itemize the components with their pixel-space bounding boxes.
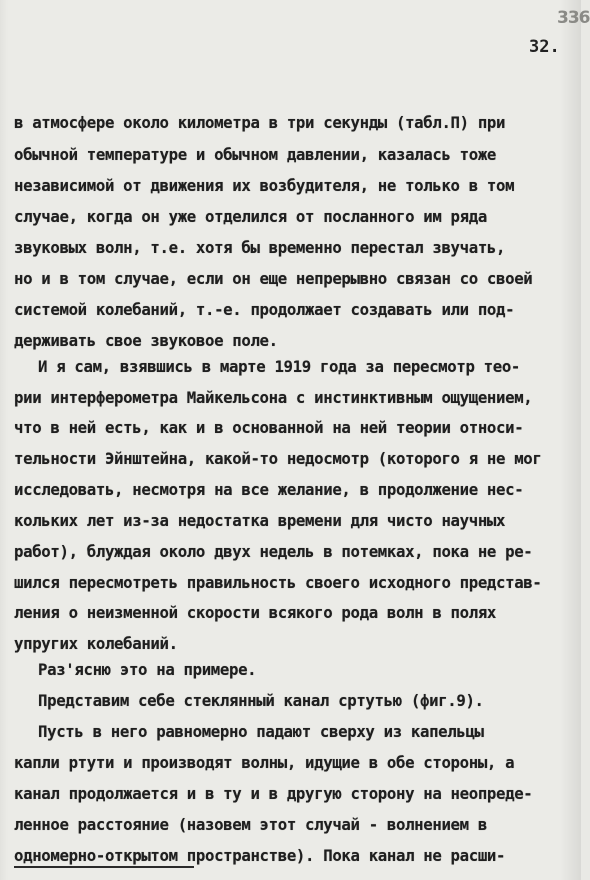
text-line: ленное расстояние (назовем этот случай - волнением в — [14, 815, 487, 834]
text-line: Пусть в него равномерно падают сверху из капельцы — [38, 722, 484, 741]
text-line: шился пересмотреть правильность своего исходного представ- — [14, 573, 542, 592]
text-line: обычной температуре и обычном давлении, казалась тоже — [14, 145, 497, 164]
page-number: 32. — [529, 37, 560, 57]
text-line: канал продолжается и в ту и в другую сторону на неопреде- — [14, 784, 533, 803]
text-line: Представим себе стеклянный канал сртутью (фиг.9). — [38, 691, 484, 710]
text-line: звуковых волн, т.е. хотя бы временно перестал звучать, — [14, 238, 506, 257]
text-line: что в ней есть, как и в основанной на ней теории относи- — [14, 418, 524, 437]
underline-mark — [14, 866, 194, 868]
text-line: кольких лет из-за недостатка времени для чисто научных — [14, 511, 506, 530]
text-line: тельности Эйнштейна, какой-то недосмотр (которого я не мог — [14, 449, 542, 468]
text-line: случае, когда он уже отделился от посланного им ряда — [14, 207, 487, 226]
text-line: капли ртути и производят волны, идущие в обе стороны, а — [14, 753, 515, 772]
text-line: но и в том случае, если он еще непрерывно связан со своей — [14, 269, 533, 288]
text-line: держивать свое звуковое поле. — [14, 331, 278, 350]
archive-stamp-number: 336 — [557, 8, 590, 28]
text-line: упругих колебаний. — [14, 634, 178, 653]
text-line: И я сам, взявшись в марте 1919 года за пересмотр тео- — [38, 357, 521, 376]
text-line: работ), блуждая около двух недель в потемках, пока не ре- — [14, 542, 533, 561]
text-line: ления о неизменной скорости всякого рода волн в полях — [14, 603, 497, 622]
text-line: системой колебаний, т.-е. продолжает создавать или под- — [14, 300, 515, 319]
text-line: независимой от движения их возбудителя, не только в том — [14, 176, 515, 195]
text-line: рии интерферометра Майкельсона с инстинктивным ощущением, — [14, 388, 533, 407]
text-line: исследовать, несмотря на все желание, в продолжение нес- — [14, 480, 524, 499]
text-line: одномерно-открытом пространстве). Пока канал не расши- — [14, 846, 506, 865]
text-line: в атмосфере около километра в три секунды (табл.П) при — [14, 113, 506, 132]
text-line: Раз'ясню это на примере. — [38, 660, 257, 679]
